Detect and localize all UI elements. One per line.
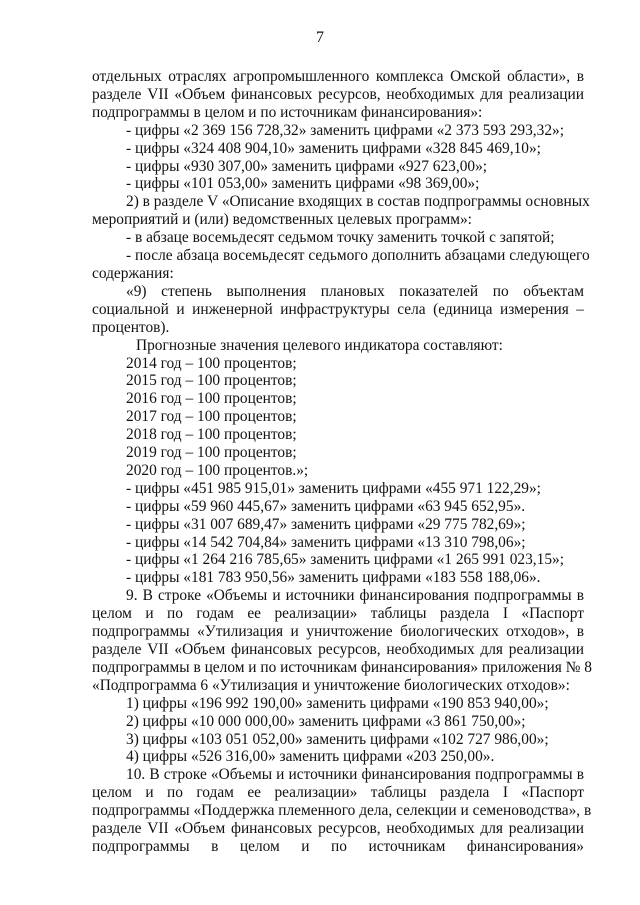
text-line: - цифры «59 960 445,67» заменить цифрами «63 945 652,95». xyxy=(126,497,526,515)
text-line: процентов). xyxy=(92,318,170,336)
text-line: 1) цифры «196 992 190,00» заменить цифрами «190 853 940,00»; xyxy=(126,694,549,712)
text-line: 4) цифры «526 316,00» заменить цифрами «203 250,00». xyxy=(126,748,495,766)
text-line: - цифры «14 542 704,84» заменить цифрами «13 310 798,06»; xyxy=(126,533,526,551)
text-line: 2017 год – 100 процентов; xyxy=(126,408,297,426)
text-line: социальной и инженерной инфраструктуры села (единица измерения – xyxy=(92,300,584,318)
text-line: отдельных отраслях агропромышленного комплекса Омской области», в xyxy=(92,68,584,85)
text-line: - цифры «181 783 950,56» заменить цифрами «183 558 188,06». xyxy=(126,569,541,587)
text-line: разделе VII «Объем финансовых ресурсов, необходимых для реализации xyxy=(92,820,584,838)
text-line: - цифры «930 307,00» заменить цифрами «927 623,00»; xyxy=(126,157,488,175)
text-line: разделе VII «Объем финансовых ресурсов, необходимых для реализации xyxy=(92,85,584,103)
text-line: - цифры «1 264 216 785,65» заменить цифрами «1 265 991 023,15»; xyxy=(126,551,565,569)
page-number: 7 xyxy=(316,29,324,46)
text-line: подпрограммы в целом и по источникам финансирования»: xyxy=(92,103,483,121)
text-line: целом и по годам ее реализации» таблицы раздела I «Паспорт xyxy=(92,605,584,623)
text-line: - цифры «31 007 689,47» заменить цифрами «29 775 782,69»; xyxy=(126,515,526,533)
text-line: подпрограммы «Утилизация и уничтожение биологических отходов», в xyxy=(92,623,584,641)
text-line: целом и по годам ее реализации» таблицы раздела I «Паспорт xyxy=(92,784,584,802)
text-line: мероприятий и (или) ведомственных целевых программ»: xyxy=(92,211,472,229)
text-line: - в абзаце восемьдесят седьмом точку заменить точкой с запятой; xyxy=(126,229,555,247)
text-line: 3) цифры «103 051 052,00» заменить цифрами «102 727 986,00»; xyxy=(126,730,549,748)
text-line: - цифры «451 985 915,01» заменить цифрами «455 971 122,29»; xyxy=(126,479,541,497)
text-line: 2014 год – 100 процентов; xyxy=(126,354,297,372)
text-line: - цифры «2 369 156 728,32» заменить цифрами «2 373 593 293,32»; xyxy=(126,121,565,139)
text-line: - цифры «324 408 904,10» заменить цифрами «328 845 469,10»; xyxy=(126,139,541,157)
text-line: «Подпрограмма 6 «Утилизация и уничтожение биологических отходов»: xyxy=(92,676,570,694)
text-line: - цифры «101 053,00» заменить цифрами «98 369,00»; xyxy=(126,175,480,193)
text-line: 10. В строке «Объемы и источники финансирования подпрограммы в xyxy=(126,766,584,784)
text-line: подпрограммы «Поддержка племенного дела, селекции и семеноводства», в xyxy=(92,802,592,820)
text-line: 2019 год – 100 процентов; xyxy=(126,444,297,462)
text-line: 9. В строке «Объемы и источники финансирования подпрограммы в xyxy=(126,587,584,605)
document-body xyxy=(92,68,592,856)
text-line: 2) цифры «10 000 000,00» заменить цифрами «3 861 750,00»; xyxy=(126,712,526,730)
text-line: Прогнозные значения целевого индикатора составляют: xyxy=(136,336,503,354)
text-line: 2018 год – 100 процентов; xyxy=(126,426,297,444)
text-line: 2) в разделе V «Описание входящих в состав подпрограммы основных xyxy=(126,193,590,211)
text-line: - после абзаца восемьдесят седьмого дополнить абзацами следующего xyxy=(126,247,590,265)
text-line: разделе VII «Объем финансовых ресурсов, необходимых для реализации xyxy=(92,641,584,658)
text-line: «9) степень выполнения плановых показателей по объектам xyxy=(126,282,584,300)
text-line: 2015 год – 100 процентов; xyxy=(126,372,297,390)
text-line: подпрограммы в целом и по источникам финансирования» приложения № 8 xyxy=(92,658,592,676)
text-line: 2016 год – 100 процентов; xyxy=(126,390,297,408)
text-line: содержания: xyxy=(92,264,174,282)
text-line: подпрограммы в целом и по источникам финансирования» xyxy=(92,837,584,855)
text-line: 2020 год – 100 процентов.»; xyxy=(126,461,309,479)
